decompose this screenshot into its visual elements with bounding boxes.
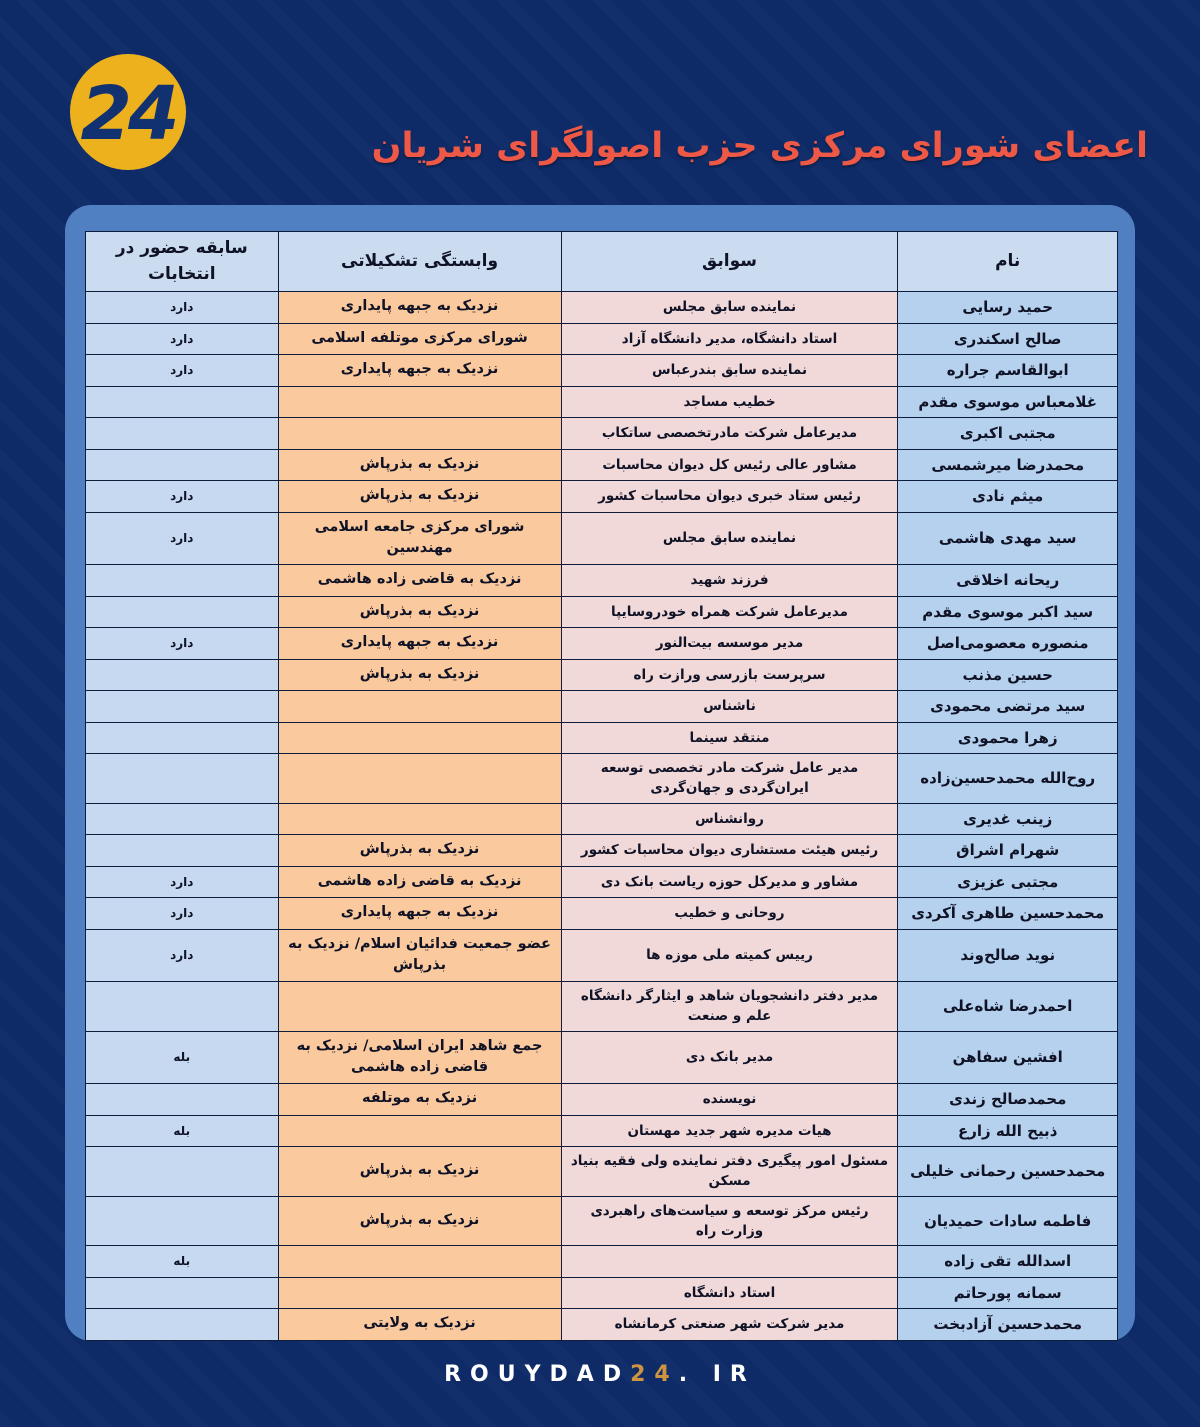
record-cell: فرزند شهید bbox=[561, 565, 898, 597]
history-cell: دارد bbox=[86, 481, 279, 513]
table-row bbox=[86, 512, 1118, 565]
record-cell bbox=[561, 1246, 898, 1278]
table-row bbox=[86, 1115, 1118, 1147]
table-row bbox=[86, 1309, 1118, 1341]
table-row bbox=[86, 1147, 1118, 1197]
history-cell bbox=[86, 565, 279, 597]
name-cell: احمدرضا شاه‌علی bbox=[898, 982, 1118, 1032]
record-cell: نماینده سابق مجلس bbox=[561, 512, 898, 565]
affiliation-cell bbox=[278, 386, 561, 418]
table-row bbox=[86, 1277, 1118, 1309]
table-row bbox=[86, 628, 1118, 660]
affiliation-cell: نزدیک به جبهه پایداری bbox=[278, 292, 561, 324]
affiliation-cell: نزدیک به قاضی زاده هاشمی bbox=[278, 565, 561, 597]
history-cell: دارد bbox=[86, 355, 279, 387]
history-cell bbox=[86, 1277, 279, 1309]
name-cell: محمدحسین آزادبخت bbox=[898, 1309, 1118, 1341]
history-cell: دارد bbox=[86, 929, 279, 982]
table-row bbox=[86, 659, 1118, 691]
name-cell: میثم نادی bbox=[898, 481, 1118, 513]
name-cell: محمدصالح زندی bbox=[898, 1084, 1118, 1116]
name-cell: سید اکبر موسوی مقدم bbox=[898, 596, 1118, 628]
history-cell bbox=[86, 754, 279, 804]
record-cell: منتقد سینما bbox=[561, 722, 898, 754]
affiliation-cell bbox=[278, 754, 561, 804]
affiliation-cell: نزدیک به بذرپاش bbox=[278, 659, 561, 691]
table-panel bbox=[65, 205, 1135, 1341]
affiliation-cell: نزدیک به جبهه پایداری bbox=[278, 628, 561, 660]
history-cell: بله bbox=[86, 1115, 279, 1147]
table-row bbox=[86, 1084, 1118, 1116]
name-cell: سید مهدی هاشمی bbox=[898, 512, 1118, 565]
name-cell: فاطمه سادات حمیدیان bbox=[898, 1196, 1118, 1246]
history-cell bbox=[86, 659, 279, 691]
history-cell bbox=[86, 386, 279, 418]
record-cell: مسئول امور پیگیری دفتر نماینده ولی فقیه بنیاد مسکن bbox=[561, 1147, 898, 1197]
page-title: اعضای شورای مرکزی حزب اصولگرای شریان bbox=[371, 126, 1148, 166]
affiliation-cell bbox=[278, 691, 561, 723]
history-cell: دارد bbox=[86, 512, 279, 565]
name-cell: محمدحسین طاهری آکردی bbox=[898, 898, 1118, 930]
history-cell bbox=[86, 835, 279, 867]
name-cell: سمانه پورحاتم bbox=[898, 1277, 1118, 1309]
record-cell: مدیر عامل شرکت مادر تخصصی توسعه ایران‌گردی و جهان‌گردی bbox=[561, 754, 898, 804]
record-cell: استاد دانشگاه bbox=[561, 1277, 898, 1309]
name-cell: حسین مذنب bbox=[898, 659, 1118, 691]
logo-24-text: 24 bbox=[80, 71, 176, 157]
name-cell: زهرا محمودی bbox=[898, 722, 1118, 754]
history-cell: بله bbox=[86, 1031, 279, 1084]
table-row bbox=[86, 355, 1118, 387]
name-cell: حمید رسایی bbox=[898, 292, 1118, 324]
affiliation-cell: نزدیک به بذرپاش bbox=[278, 596, 561, 628]
record-cell: نماینده سابق مجلس bbox=[561, 292, 898, 324]
affiliation-cell bbox=[278, 722, 561, 754]
name-cell: روح‌الله محمدحسین‌زاده bbox=[898, 754, 1118, 804]
affiliation-cell: نزدیک به بذرپاش bbox=[278, 481, 561, 513]
record-cell: خطیب مساجد bbox=[561, 386, 898, 418]
history-cell bbox=[86, 449, 279, 481]
record-cell: مشاور عالی رئیس کل دیوان محاسبات bbox=[561, 449, 898, 481]
name-cell: محمدرضا میرشمسی bbox=[898, 449, 1118, 481]
table-row bbox=[86, 292, 1118, 324]
name-cell: غلامعباس موسوی مقدم bbox=[898, 386, 1118, 418]
affiliation-cell bbox=[278, 1277, 561, 1309]
table-row bbox=[86, 754, 1118, 804]
record-cell: روحانی و خطیب bbox=[561, 898, 898, 930]
name-cell: ذبیح الله زارع bbox=[898, 1115, 1118, 1147]
affiliation-cell: عضو جمعیت فدائیان اسلام/ نزدیک به بذرپاش bbox=[278, 929, 561, 982]
record-cell: مدیر بانک دی bbox=[561, 1031, 898, 1084]
history-cell bbox=[86, 418, 279, 450]
site-url-tld: . IR bbox=[678, 1362, 756, 1387]
affiliation-cell: نزدیک به جبهه پایداری bbox=[278, 898, 561, 930]
affiliation-cell: نزدیک به بذرپاش bbox=[278, 1196, 561, 1246]
table-row bbox=[86, 803, 1118, 835]
affiliation-cell: نزدیک به بذرپاش bbox=[278, 449, 561, 481]
affiliation-cell: نزدیک به جبهه پایداری bbox=[278, 355, 561, 387]
rouydad24-logo bbox=[70, 54, 186, 170]
name-cell: ریحانه اخلاقی bbox=[898, 565, 1118, 597]
table-row bbox=[86, 929, 1118, 982]
record-cell: استاد دانشگاه، مدیر دانشگاه آزاد bbox=[561, 323, 898, 355]
affiliation-cell: نزدیک به موتلفه bbox=[278, 1084, 561, 1116]
record-cell: ناشناس bbox=[561, 691, 898, 723]
table-row bbox=[86, 898, 1118, 930]
column-header-affiliation: وابستگی تشکیلاتی bbox=[278, 232, 561, 292]
history-cell bbox=[86, 596, 279, 628]
record-cell: هیات مدیره شهر جدید مهستان bbox=[561, 1115, 898, 1147]
affiliation-cell: شورای مرکزی موتلفه اسلامی bbox=[278, 323, 561, 355]
history-cell bbox=[86, 1309, 279, 1341]
history-cell bbox=[86, 1196, 279, 1246]
record-cell: مدیر شرکت شهر صنعتی کرمانشاه bbox=[561, 1309, 898, 1341]
affiliation-cell bbox=[278, 418, 561, 450]
record-cell: مدیرعامل شرکت مادرتخصصی ساتکاب bbox=[561, 418, 898, 450]
record-cell: مدیر دفتر دانشجویان شاهد و ایثارگر دانشگاه علم و صنعت bbox=[561, 982, 898, 1032]
record-cell: سرپرست بازرسی ورازت راه bbox=[561, 659, 898, 691]
table-row bbox=[86, 982, 1118, 1032]
record-cell: نماینده سابق بندرعباس bbox=[561, 355, 898, 387]
record-cell: مشاور و مدیرکل حوزه ریاست بانک دی bbox=[561, 866, 898, 898]
affiliation-cell: نزدیک به قاضی زاده هاشمی bbox=[278, 866, 561, 898]
history-cell bbox=[86, 691, 279, 723]
record-cell: رییس کمیته ملی موزه ها bbox=[561, 929, 898, 982]
record-cell: رئیس هیئت مستشاری دیوان محاسبات کشور bbox=[561, 835, 898, 867]
table-row bbox=[86, 323, 1118, 355]
name-cell: مجتبی عزیزی bbox=[898, 866, 1118, 898]
table-row bbox=[86, 722, 1118, 754]
record-cell: رئیس ستاد خبری دیوان محاسبات کشور bbox=[561, 481, 898, 513]
history-cell bbox=[86, 803, 279, 835]
name-cell: محمدحسین رحمانی خلیلی bbox=[898, 1147, 1118, 1197]
affiliation-cell: نزدیک به بذرپاش bbox=[278, 835, 561, 867]
record-cell: نویسنده bbox=[561, 1084, 898, 1116]
table-row bbox=[86, 481, 1118, 513]
name-cell: منصوره معصومی‌اصل bbox=[898, 628, 1118, 660]
history-cell: دارد bbox=[86, 628, 279, 660]
name-cell: زینب غدیری bbox=[898, 803, 1118, 835]
name-cell: شهرام اشراق bbox=[898, 835, 1118, 867]
affiliation-cell: جمع شاهد ایران اسلامی/ نزدیک به قاضی زاده هاشمی bbox=[278, 1031, 561, 1084]
affiliation-cell bbox=[278, 1246, 561, 1278]
table-row bbox=[86, 691, 1118, 723]
column-header-name: نام bbox=[898, 232, 1118, 292]
record-cell: مدیر موسسه بیت‌النور bbox=[561, 628, 898, 660]
table-row bbox=[86, 418, 1118, 450]
history-cell: دارد bbox=[86, 898, 279, 930]
column-header-record: سوابق bbox=[561, 232, 898, 292]
table-row bbox=[86, 866, 1118, 898]
affiliation-cell bbox=[278, 1115, 561, 1147]
name-cell: نوید صالح‌وند bbox=[898, 929, 1118, 982]
name-cell: ابوالقاسم جراره bbox=[898, 355, 1118, 387]
table-row bbox=[86, 565, 1118, 597]
table-row bbox=[86, 449, 1118, 481]
column-header-history: سابقه حضور در انتخابات bbox=[86, 232, 279, 292]
name-cell: مجتبی اکبری bbox=[898, 418, 1118, 450]
table-header-row bbox=[86, 232, 1118, 292]
history-cell bbox=[86, 722, 279, 754]
site-url bbox=[0, 1362, 1200, 1387]
record-cell: رئیس مرکز توسعه و سیاست‌های راهبردی وزارت راه bbox=[561, 1196, 898, 1246]
table-row bbox=[86, 1196, 1118, 1246]
affiliation-cell: شورای مرکزی جامعه اسلامی مهندسین bbox=[278, 512, 561, 565]
history-cell bbox=[86, 1147, 279, 1197]
members-table bbox=[85, 231, 1118, 1341]
site-url-name: ROUYDAD bbox=[444, 1362, 631, 1387]
history-cell: دارد bbox=[86, 866, 279, 898]
affiliation-cell bbox=[278, 803, 561, 835]
name-cell: صالح اسکندری bbox=[898, 323, 1118, 355]
table-row bbox=[86, 1031, 1118, 1084]
record-cell: روانشناس bbox=[561, 803, 898, 835]
history-cell: بله bbox=[86, 1246, 279, 1278]
table-row bbox=[86, 835, 1118, 867]
name-cell: افشین سفاهن bbox=[898, 1031, 1118, 1084]
site-url-number: 24 bbox=[630, 1362, 679, 1387]
affiliation-cell bbox=[278, 982, 561, 1032]
affiliation-cell: نزدیک به بذرپاش bbox=[278, 1147, 561, 1197]
table-row bbox=[86, 1246, 1118, 1278]
history-cell: دارد bbox=[86, 323, 279, 355]
affiliation-cell: نزدیک به ولایتی bbox=[278, 1309, 561, 1341]
record-cell: مدیرعامل شرکت همراه خودروسایپا bbox=[561, 596, 898, 628]
name-cell: سید مرتضی محمودی bbox=[898, 691, 1118, 723]
history-cell bbox=[86, 982, 279, 1032]
history-cell bbox=[86, 1084, 279, 1116]
table-row bbox=[86, 596, 1118, 628]
name-cell: اسدالله تقی زاده bbox=[898, 1246, 1118, 1278]
history-cell: دارد bbox=[86, 292, 279, 324]
table-row bbox=[86, 386, 1118, 418]
